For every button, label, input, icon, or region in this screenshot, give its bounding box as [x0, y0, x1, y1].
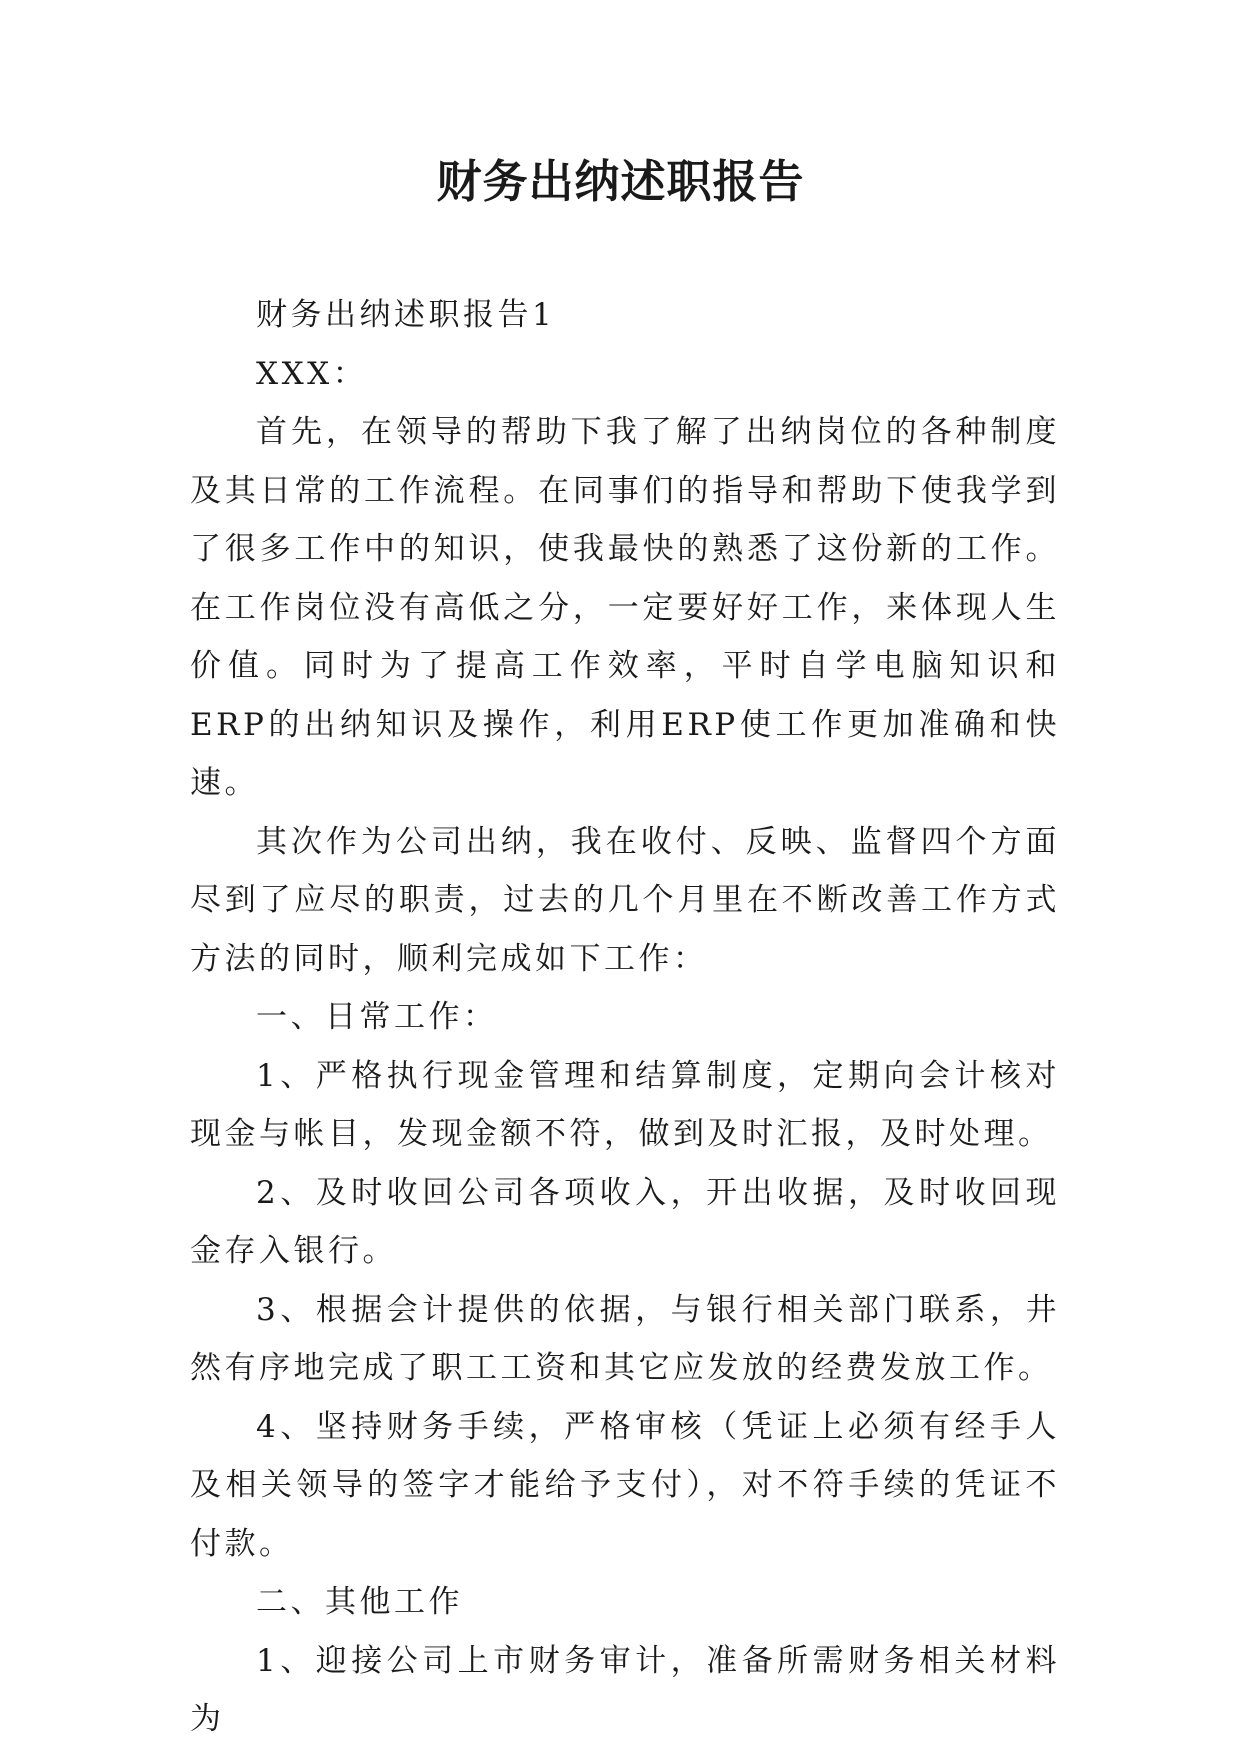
list-item: 1、严格执行现金管理和结算制度，定期向会计核对现金与帐目，发现金额不符，做到及时汇报，及时处理。	[190, 1057, 1060, 1152]
list-item: 1、迎接公司上市财务审计，准备所需财务相关材料为	[190, 1642, 1060, 1737]
list-item: 4、坚持财务手续，严格审核（凭证上必须有经手人及相关领导的签字才能给予支付），对不符手续的凭证不付款。	[190, 1408, 1060, 1562]
list-item: 2、及时收回公司各项收入，开出收据，及时收回现金存入银行。	[190, 1174, 1060, 1269]
paragraph-subtitle: 财务出纳述职报告1	[256, 297, 556, 333]
paragraph-salutation: XXX：	[256, 355, 368, 392]
section-heading: 二、其他工作	[256, 1584, 463, 1620]
document-body	[190, 286, 1060, 1749]
list-item: 3、根据会计提供的依据，与银行相关部门联系，井然有序地完成了职工工资和其它应发放的经费发放工作。	[190, 1291, 1060, 1386]
paragraph: 其次作为公司出纳，我在收付、反映、监督四个方面尽到了应尽的职责，过去的几个月里在不断改善工作方式方法的同时，顺利完成如下工作：	[190, 823, 1060, 977]
document-title: 财务出纳述职报告	[436, 155, 805, 208]
paragraph: 首先，在领导的帮助下我了解了出纳岗位的各种制度及其日常的工作流程。在同事们的指导和帮助下使我学到了很多工作中的知识，使我最快的熟悉了这份新的工作。在工作岗位没有高低之分，一定要好好工作，来体现人生价值。同时为了提高工作效率，平时自学电脑知识和ERP的出纳知识及操作，利用ERP使工作更加准确和快速。	[190, 414, 1060, 801]
section-heading: 一、日常工作：	[256, 999, 498, 1035]
